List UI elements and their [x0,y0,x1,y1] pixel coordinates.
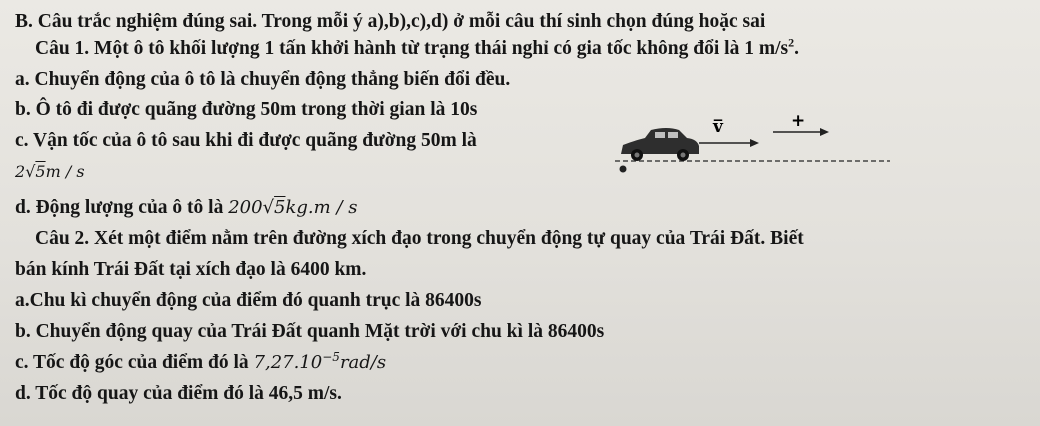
q2-option-c: c. Tốc độ góc của điểm đó là $7,27.10^{-5}rad/s$ [15,350,387,373]
q1-option-c-value: 2√5m / s [15,162,85,181]
velocity-arrowhead [750,139,759,147]
q2-option-b: b. Chuyển động quay của Trái Đất quanh Mặt trời với chu kì là 86400s [15,321,605,342]
q2-option-d: d. Tốc độ quay của điểm đó là 46,5 m/s. [15,383,342,404]
velocity-label: v̅ [713,117,723,137]
section-b-heading: B. Câu trắc nghiệm đúng sai. Trong mỗi ý a),b),c),d) ở mỗi câu thí sinh chọn đúng hoặc sai [15,11,766,32]
car-icon [621,128,699,161]
q1-option-b: b. Ô tô đi được quãng đường 50m trong thời gian là 10s [15,99,478,120]
q2-option-a: a.Chu kì chuyển động của điểm đó quanh trục là 86400s [15,290,482,311]
direction-arrowhead [820,128,829,136]
q2-title-line1: Câu 2. Xét một điểm nằm trên đường xích đạo trong chuyển động tự quay của Trái Đất. Biết [35,228,804,249]
start-point [620,166,627,173]
q1-title: Câu 1. Một ô tô khối lượng 1 tấn khởi hành từ trạng thái nghỉ có gia tốc không đổi là 1 $m/s^2$. [35,35,799,59]
q1-option-d: d. Động lượng của ô tô là 200√5kg.m / s [15,197,358,218]
q2-title-line2: bán kính Trái Đất tại xích đạo là 6400 km. [15,259,367,280]
q1-option-c: c. Vận tốc của ô tô sau khi đi được quãng đường 50m là [15,130,477,151]
direction-label: + [791,111,806,131]
car-diagram [615,108,895,178]
q1-option-a: a. Chuyển động của ô tô là chuyển động thẳng biến đổi đều. [15,69,511,90]
